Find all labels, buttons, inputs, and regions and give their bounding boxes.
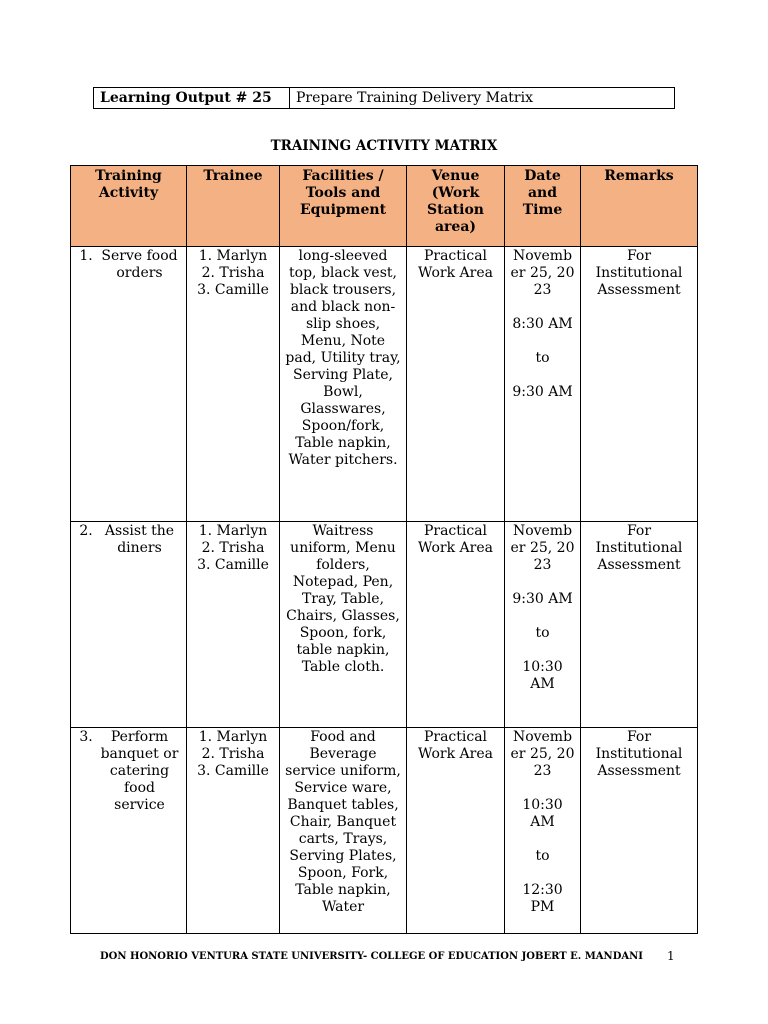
training-activity-matrix [70,165,698,934]
footer-text: DON HONORIO VENTURA STATE UNIVERSITY- COLLEGE OF EDUCATION JOBERT E. MANDANI [100,951,643,962]
start-time: 10:30 AM [522,797,563,830]
end-time: 10:30 AM [522,659,563,692]
to-text: to [535,625,550,641]
remarks-cell [581,728,698,934]
facilities-cell: long-sleeved top, black vest, black trousers, and black non-slip shoes, Menu, Note pad, Utility tray, Serving Plate, Bowl, Glasswares, Spoon/fork, Table napkin, Water pitchers. [280,247,407,522]
header-venue: Venue (Work Station area) [407,166,505,247]
trainee-name: 1. Marlyn [198,248,268,264]
table-row [71,522,698,728]
trainee-name: 1. Marlyn [198,523,268,539]
date-text: November 25, 2023 [510,248,575,298]
matrix-title: TRAINING ACTIVITY MATRIX [270,138,498,154]
trainee-name: 2. Trisha [201,746,265,762]
remarks-text: For Institutional Assessment [595,248,683,298]
trainee-name: 2. Trisha [201,265,265,281]
to-text: to [535,848,550,864]
table-row [71,728,698,934]
trainee-cell [187,247,280,522]
activity-text: Serve food orders [101,248,178,281]
end-time: 9:30 AM [512,384,573,400]
learning-output-label: Learning Output # 25 [94,88,290,108]
activity-text: Assist the diners [104,523,175,556]
datetime-cell [505,522,581,728]
remarks-text: For Institutional Assessment [595,729,683,779]
venue-cell: Practical Work Area [407,522,505,728]
remarks-text: For Institutional Assessment [595,523,683,573]
start-time: 9:30 AM [512,591,573,607]
learning-output-text: Prepare Training Delivery Matrix [296,90,533,106]
trainee-name: 2. Trisha [201,540,265,556]
trainee-name: 3. Camille [197,557,269,573]
facilities-cell: Food and Beverage service uniform, Service ware, Banquet tables, Chair, Banquet carts, Trays, Serving Plates, Spoon, Fork, Table napkin, Water [280,728,407,934]
header-trainee: Trainee [187,166,280,247]
header-remarks: Remarks [581,166,698,247]
activity-text: Perform banquet or catering food service [100,729,179,813]
activity-number: 1. [79,248,93,264]
datetime-cell [505,247,581,522]
datetime-cell [505,728,581,934]
trainee-name: 3. Camille [197,763,269,779]
remarks-cell [581,522,698,728]
header-facilities: Facilities / Tools and Equipment [280,166,407,247]
activity-cell [71,728,187,934]
page-number: 1 [667,949,675,963]
venue-cell: Practical Work Area [407,728,505,934]
remarks-cell [581,247,698,522]
end-time: 12:30 PM [522,882,563,915]
to-text: to [535,350,550,366]
header-datetime: Date and Time [505,166,581,247]
activity-number: 3. [79,729,93,745]
learning-output-box [93,87,675,109]
header-activity: Training Activity [71,166,187,247]
trainee-name: 1. Marlyn [198,729,268,745]
activity-cell [71,247,187,522]
date-text: November 25, 2023 [510,729,575,779]
facilities-cell: Waitress uniform, Menu folders, Notepad, Pen, Tray, Table, Chairs, Glasses, Spoon, fork, table napkin, Table cloth. [280,522,407,728]
start-time: 8:30 AM [512,316,573,332]
activity-cell [71,522,187,728]
header-row [71,166,698,247]
trainee-cell [187,522,280,728]
trainee-name: 3. Camille [197,282,269,298]
table-row [71,247,698,522]
venue-cell: Practical Work Area [407,247,505,522]
trainee-cell [187,728,280,934]
activity-number: 2. [79,523,93,539]
date-text: November 25, 2023 [510,523,575,573]
